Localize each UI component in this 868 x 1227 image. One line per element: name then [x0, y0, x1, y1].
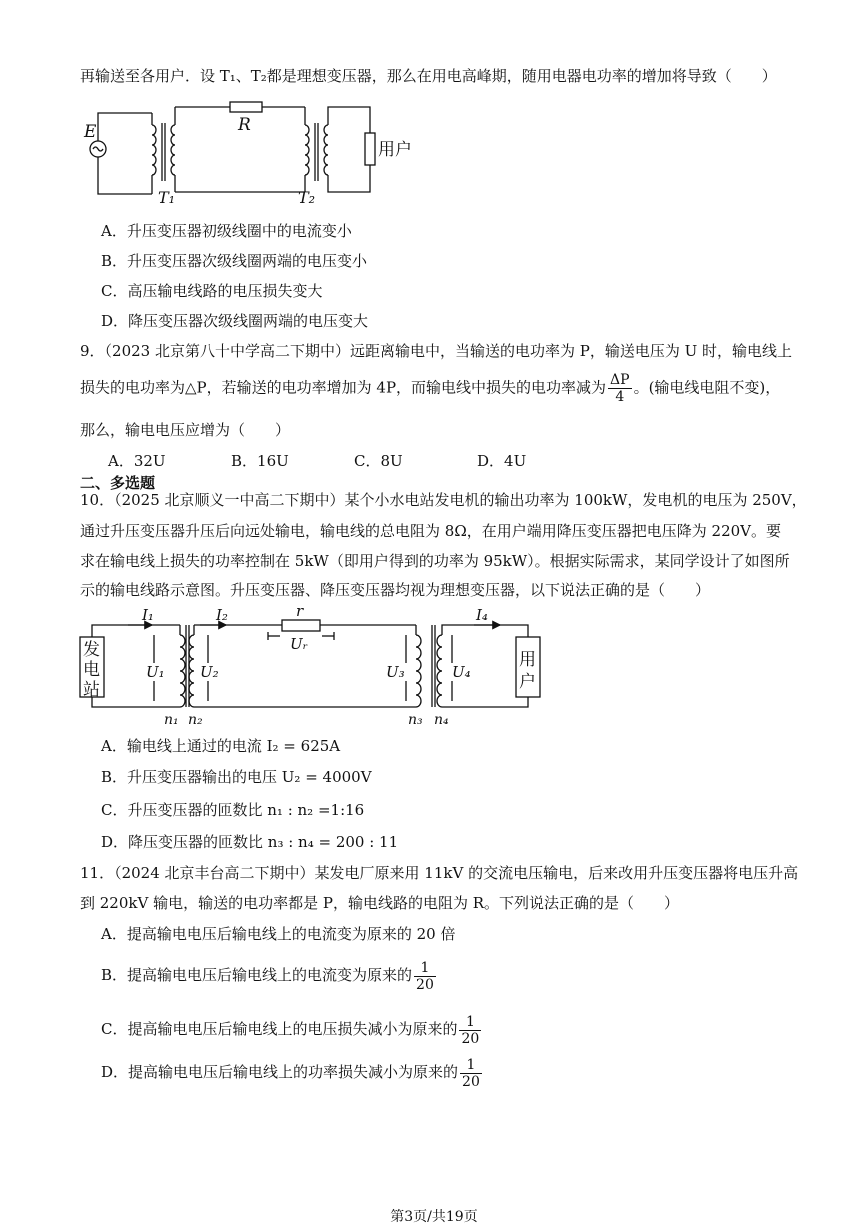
- q11-option-d: [101, 1055, 484, 1090]
- q10-station-char-2: 电: [83, 660, 100, 680]
- q8-option-c: C．高压输电线路的电压损失变大: [101, 282, 323, 300]
- q11-option-b-den: 20: [416, 976, 434, 993]
- page-footer: 第3页/共19页: [390, 1209, 478, 1225]
- q10-user-char-2: 户: [519, 672, 536, 692]
- q11-option-c-text: C．提高输电电压后输电线上的电压损失减小为原来的: [101, 1020, 458, 1038]
- q10-station-char-1: 发: [83, 640, 100, 660]
- q8-label-load: 用户: [378, 140, 412, 160]
- q11-line-1: 11．（2024 北京丰台高二下期中）某发电厂原来用 11kV 的交流电压输电，后来改用升压变压器将电压升高: [80, 864, 799, 882]
- q8-circuit-diagram: [80, 97, 420, 212]
- q11-option-a: A．提高输电电压后输电线上的电流变为原来的 20 倍: [101, 925, 456, 943]
- q8-label-T2: T₂: [298, 188, 316, 207]
- q10-label-I4: I₄: [476, 606, 488, 624]
- q9-option-b: B．16U: [231, 452, 289, 470]
- q8-option-b: B．升压变压器次级线圈两端的电压变小: [101, 252, 368, 270]
- q11-option-b-num: 1: [414, 960, 436, 977]
- q10-user-char-1: 用: [519, 650, 536, 670]
- q11-line-2: 到 220kV 输电，输送的电功率都是 P，输电线路的电阻为 R。下列说法正确的是（ ）: [80, 894, 680, 912]
- q10-label-n3: n₃: [408, 712, 423, 728]
- q10-label-U4: U₄: [452, 663, 471, 681]
- q9-line-2: [80, 372, 780, 405]
- q10-label-n2: n₂: [188, 712, 203, 728]
- q9-fraction: [608, 372, 632, 405]
- q10-label-U1: U₁: [146, 663, 165, 681]
- q11-option-d-den: 20: [462, 1073, 480, 1090]
- q11-option-d-num: 1: [460, 1057, 482, 1074]
- q9-line-2b: 。(输电线电阻不变)，: [633, 378, 781, 397]
- q9-line-2a: 损失的电功率为△P，若输送的电功率增加为 4P，而输电线中损失的电功率减为: [80, 378, 607, 397]
- q8-option-a: A．升压变压器初级线圈中的电流变小: [101, 222, 352, 240]
- q10-circuit-diagram: [76, 605, 546, 730]
- q10-label-I2: I₂: [216, 606, 228, 624]
- q9-option-c: C．8U: [354, 452, 403, 470]
- q11-option-c: [101, 1012, 483, 1047]
- q11-option-b-fraction: [414, 960, 436, 993]
- q11-option-c-fraction: [459, 1014, 481, 1047]
- q9-fraction-num: ΔP: [610, 372, 630, 388]
- q9-option-a: A．32U: [108, 452, 166, 470]
- q10-option-d: D．降压变压器的匝数比 n₃ : n₄ = 200 : 11: [101, 833, 399, 851]
- q10-label-n1: n₁: [164, 712, 179, 728]
- q8-label-R: R: [238, 115, 251, 135]
- q10-label-U3: U₃: [386, 663, 405, 681]
- q10-label-Ur: Uᵣ: [290, 635, 308, 653]
- q10-line-3: 求在输电线上损失的功率控制在 5kW（即用户得到的功率为 95kW）。根据实际需求，某同学设计了如图所: [80, 552, 790, 570]
- q8-label-T1: T₁: [158, 188, 176, 207]
- q9-option-d: D．4U: [477, 452, 527, 470]
- q10-line-4: 示的输电线路示意图。升压变压器、降压变压器均视为理想变压器，以下说法正确的是（ ）: [80, 581, 711, 599]
- q9-fraction-den: 4: [615, 389, 625, 405]
- q11-option-c-den: 20: [461, 1030, 480, 1047]
- q11-option-b: [101, 958, 438, 993]
- q10-label-I1: I₁: [142, 606, 154, 624]
- q11-option-c-num: 1: [459, 1014, 481, 1031]
- q10-line-2: 通过升压变压器升压后向远处输电，输电线的总电阻为 8Ω，在用户端用降压变压器把电压降为 220V。要: [80, 522, 781, 540]
- q10-line-1: 10．（2025 北京顺义一中高二下期中）某个小水电站发电机的输出功率为 100kW，发电机的电压为 250V，: [80, 491, 807, 509]
- q11-option-b-text: B．提高输电电压后输电线上的电流变为原来的: [101, 966, 413, 984]
- q10-option-c: C．升压变压器的匝数比 n₁ : n₂ =1:16: [101, 801, 365, 819]
- q8-label-E: E: [84, 122, 97, 142]
- q8-option-d: D．降压变压器次级线圈两端的电压变大: [101, 312, 369, 330]
- q11-option-d-fraction: [460, 1057, 482, 1090]
- q10-option-a: A．输电线上通过的电流 I₂ = 625A: [101, 737, 341, 755]
- q10-label-r: r: [296, 605, 304, 620]
- q9-line-3: 那么，输电电压应增为（ ）: [80, 421, 291, 439]
- q9-line-1: 9．（2023 北京第八十中学高二下期中）远距离输电中，当输送的电功率为 P，输送电压为 U 时，输电线上: [80, 342, 793, 360]
- q10-label-n4: n₄: [434, 712, 449, 728]
- section-heading: 二、多选题: [80, 474, 156, 492]
- q10-label-U2: U₂: [200, 663, 219, 681]
- q10-station-char-3: 站: [83, 680, 100, 700]
- q11-option-d-text: D．提高输电电压后输电线上的功率损失减小为原来的: [101, 1063, 459, 1081]
- q8-stem: 再输送至各用户．设 T₁、T₂都是理想变压器，那么在用电高峰期，随用电器电功率的增加将导致（ ）: [80, 67, 777, 85]
- q10-option-b: B．升压变压器输出的电压 U₂ = 4000V: [101, 768, 372, 786]
